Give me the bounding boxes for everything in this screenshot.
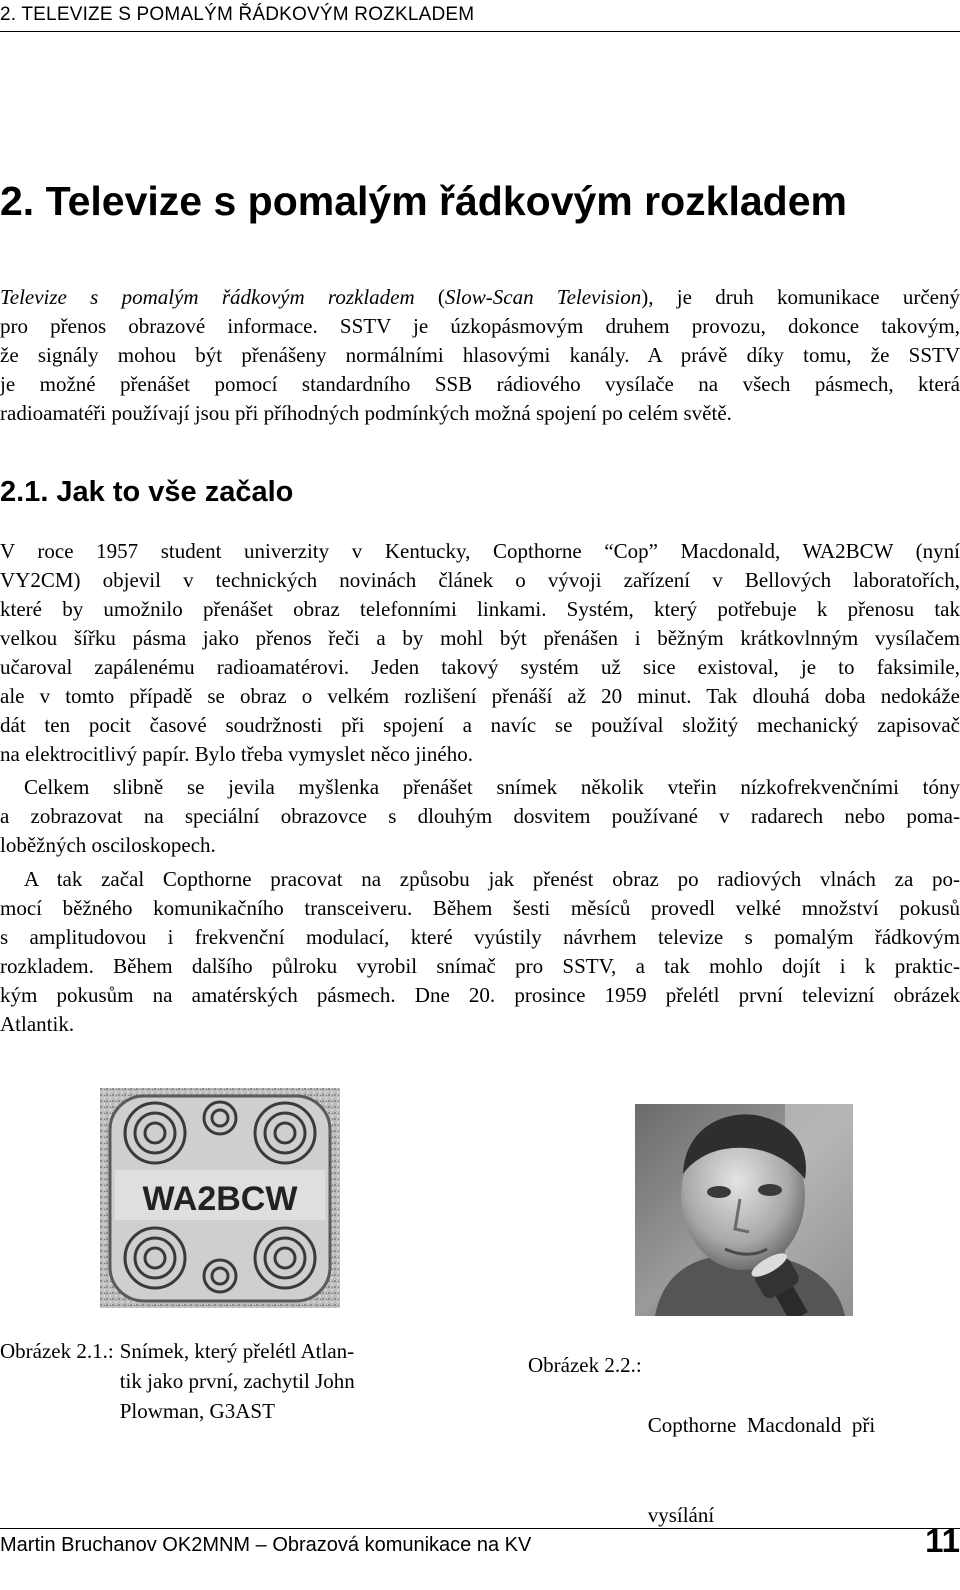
- text-line: a zobrazovat na speciální obrazovce s dlouhým dosvitem používané v radarech nebo poma-: [0, 804, 960, 828]
- text-line: A tak začal Copthorne pracovat na způsobu jak přenést obraz po radiových vlnách za po-: [24, 867, 960, 891]
- footer-rule: [0, 1528, 960, 1529]
- section-paragraph-1: [0, 537, 960, 769]
- figure-wa2bcw-image: [100, 1088, 340, 1308]
- intro-paragraph: [0, 283, 960, 428]
- text-line: s amplitudovou i frekvenční modulací, které vyústily návrhem televize s pomalým řádkovým: [0, 925, 960, 949]
- page-number: 11: [925, 1522, 960, 1559]
- intro-line: že signály mohou být přenášeny normálními hlasovými kanály. A právě díky tomu, že SSTV: [0, 343, 960, 367]
- text-line: VY2CM) objevil v technických novinách článek o vývoji zařízení v Bellových laboratořích,: [0, 568, 960, 592]
- intro-italic-term: Televize s pomalým řádkovým rozkladem: [0, 285, 415, 309]
- text-line: které by umožnilo přenášet obraz telefonními linkami. Systém, který potřebuje k přenosu tak: [0, 597, 960, 621]
- text-line: ale v tomto případě se obraz o velkém rozlišení přenáší až 20 minut. Tak dlouhá doba nedokáže: [0, 684, 960, 708]
- caption-line: Snímek, který přelétl Atlan-: [119, 1339, 355, 1363]
- intro-line: je možné přenášet pomocí standardního SSB rádiového vysílače na všech pásmech, která: [0, 372, 960, 396]
- text-line: dát ten pocit časové soudržnosti při spojení a navíc se používal složitý mechanický zapisovač: [0, 713, 960, 737]
- section-paragraph-2: [0, 773, 960, 860]
- text-line: kým pokusům na amatérských pásmech. Dne 20. prosince 1959 přelétl první televizní obrázek: [0, 983, 960, 1007]
- footer-text: Martin Bruchanov OK2MNM – Obrazová komunikace na KV: [0, 1534, 532, 1556]
- text-line: loběžných osciloskopech.: [0, 833, 216, 857]
- header-rule: [0, 31, 960, 32]
- intro-line-rest: ), je druh komunikace určený: [641, 285, 960, 309]
- intro-punct: (: [414, 285, 445, 309]
- text-line: na elektrocitlivý papír. Bylo třeba vymyslet něco jiného.: [0, 742, 473, 766]
- caption-line: Plowman, G3AST: [119, 1399, 275, 1423]
- text-line: rozkladem. Během dalšího půlroku vyrobil snímač pro SSTV, a tak mohlo dojít i k praktic-: [0, 954, 960, 978]
- figure-2-caption: [528, 1350, 960, 1590]
- text-line: velkou šířku pásma jako přenos řeči a by mohl být přenášen i běžným krátkovlnným vysílačem: [0, 626, 960, 650]
- caption-line: vysílání: [647, 1503, 715, 1527]
- text-line: Celkem slibně se jevila myšlenka přenášet snímek několik vteřin nízkofrekvenčními tóny: [24, 775, 960, 799]
- text-line: V roce 1957 student univerzity v Kentucky, Copthorne “Cop” Macdonald, WA2BCW (nyní: [0, 539, 960, 563]
- section-title: 2.1. Jak to vše začalo: [0, 476, 294, 508]
- running-head: 2. TELEVIZE S POMALÝM ŘÁDKOVÝM ROZKLADEM: [0, 4, 475, 25]
- caption-line: Copthorne Macdonald při: [647, 1413, 876, 1437]
- figure-2-label: Obrázek 2.2.:: [528, 1353, 642, 1377]
- intro-line: pro přenos obrazové informace. SSTV je úzkopásmovým druhem provozu, dokonce takovým,: [0, 314, 960, 338]
- caption-line: tik jako první, zachytil John: [119, 1369, 355, 1393]
- chapter-title: 2. Televize s pomalým řádkovým rozkladem: [0, 178, 847, 224]
- text-line: učaroval zapálenému radioamatérovi. Jeden takový systém už sice existoval, je to faksimile,: [0, 655, 960, 679]
- figure-1-label: Obrázek 2.1.:: [0, 1339, 114, 1363]
- text-line: mocí běžného komunikačního transceiveru. Během šesti měsíců provedl velké množství pokusů: [0, 896, 960, 920]
- intro-line: radioamatéři používají jsou při příhodných podmínkých možná spojení po celém světě.: [0, 401, 732, 425]
- figure-1-caption: [0, 1336, 440, 1426]
- text-line: Atlantik.: [0, 1012, 75, 1036]
- intro-italic-english: Slow-Scan Television: [444, 285, 642, 309]
- figure-wa2bcw-callsign: WA2BCW: [142, 1180, 298, 1218]
- intro-line: [0, 283, 960, 312]
- figure-macdonald-photo: [635, 1104, 853, 1316]
- section-paragraph-3: [0, 865, 960, 1039]
